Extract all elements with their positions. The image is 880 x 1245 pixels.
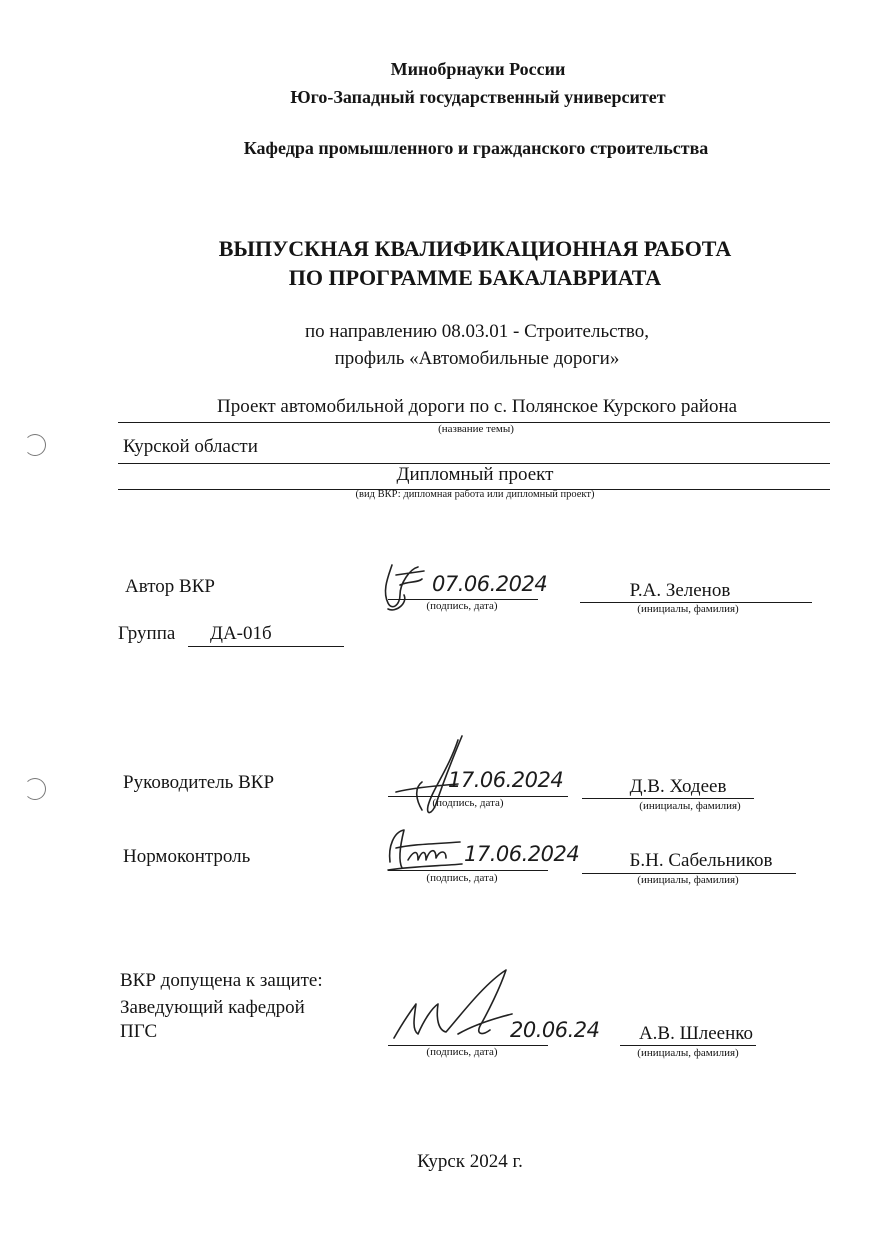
supervisor-name: Д.В. Ходеев xyxy=(629,776,727,797)
head-signature-icon xyxy=(388,964,518,1044)
head-sign-date: 20.06.24 xyxy=(510,1018,600,1042)
author-sign-caption: (подпись, дата) xyxy=(426,600,498,612)
work-title-line2: ПО ПРОГРАММЕ БАКАЛАВРИАТА xyxy=(288,265,662,290)
city-year: Курск 2024 г. xyxy=(417,1151,523,1172)
work-type-value: Дипломный проект xyxy=(396,464,554,485)
normcontrol-label: Нормоконтроль xyxy=(123,846,251,867)
ministry-name: Минобрнауки России xyxy=(390,59,566,79)
group-label: Группа xyxy=(118,623,176,644)
supervisor-name-line xyxy=(582,798,754,799)
binder-hole-icon xyxy=(24,434,46,456)
supervisor-label: Руководитель ВКР xyxy=(123,772,275,793)
supervisor-sign-caption: (подпись, дата) xyxy=(432,797,504,809)
admission-line2: Заведующий кафедрой xyxy=(120,997,305,1018)
author-name-caption: (инициалы, фамилия) xyxy=(637,603,739,615)
binder-hole-icon xyxy=(24,778,46,800)
normcontrol-name-caption: (инициалы, фамилия) xyxy=(637,874,739,886)
topic-caption: (название темы) xyxy=(438,423,514,435)
topic-line1: Проект автомобильной дороги по с. Полянское Курского района xyxy=(217,396,738,417)
author-label: Автор ВКР xyxy=(125,576,215,597)
normcontrol-sign-date: 17.06.2024 xyxy=(464,842,580,866)
admission-line3: ПГС xyxy=(120,1021,158,1042)
author-name: Р.А. Зеленов xyxy=(629,580,731,601)
normcontrol-name: Б.Н. Сабельников xyxy=(629,850,773,871)
head-sign-caption: (подпись, дата) xyxy=(426,1046,498,1058)
supervisor-sign-date: 17.06.2024 xyxy=(448,768,564,792)
admission-line1: ВКР допущена к защите: xyxy=(120,970,323,991)
topic-line2: Курской области xyxy=(123,436,258,457)
head-name-line xyxy=(620,1045,756,1046)
department-name: Кафедра промышленного и гражданского строительства xyxy=(243,138,709,158)
university-name: Юго-Западный государственный университет xyxy=(290,87,666,107)
author-sign-date: 07.06.2024 xyxy=(432,572,548,596)
head-name: А.В. Шлеенко xyxy=(638,1023,754,1044)
work-title-line1: ВЫПУСКНАЯ КВАЛИФИКАЦИОННАЯ РАБОТА xyxy=(218,236,732,261)
head-name-caption: (инициалы, фамилия) xyxy=(637,1047,739,1059)
supervisor-name-caption: (инициалы, фамилия) xyxy=(639,800,741,812)
group-value: ДА-01б xyxy=(210,623,272,644)
group-underline xyxy=(188,646,344,647)
normcontrol-sign-caption: (подпись, дата) xyxy=(426,872,498,884)
direction-line1: по направлению 08.03.01 - Строительство, xyxy=(305,321,649,342)
direction-line2: профиль «Автомобильные дороги» xyxy=(334,348,620,369)
work-type-caption: (вид ВКР: дипломная работа или дипломный проект) xyxy=(355,489,595,500)
normcontrol-sign-line xyxy=(388,870,548,871)
